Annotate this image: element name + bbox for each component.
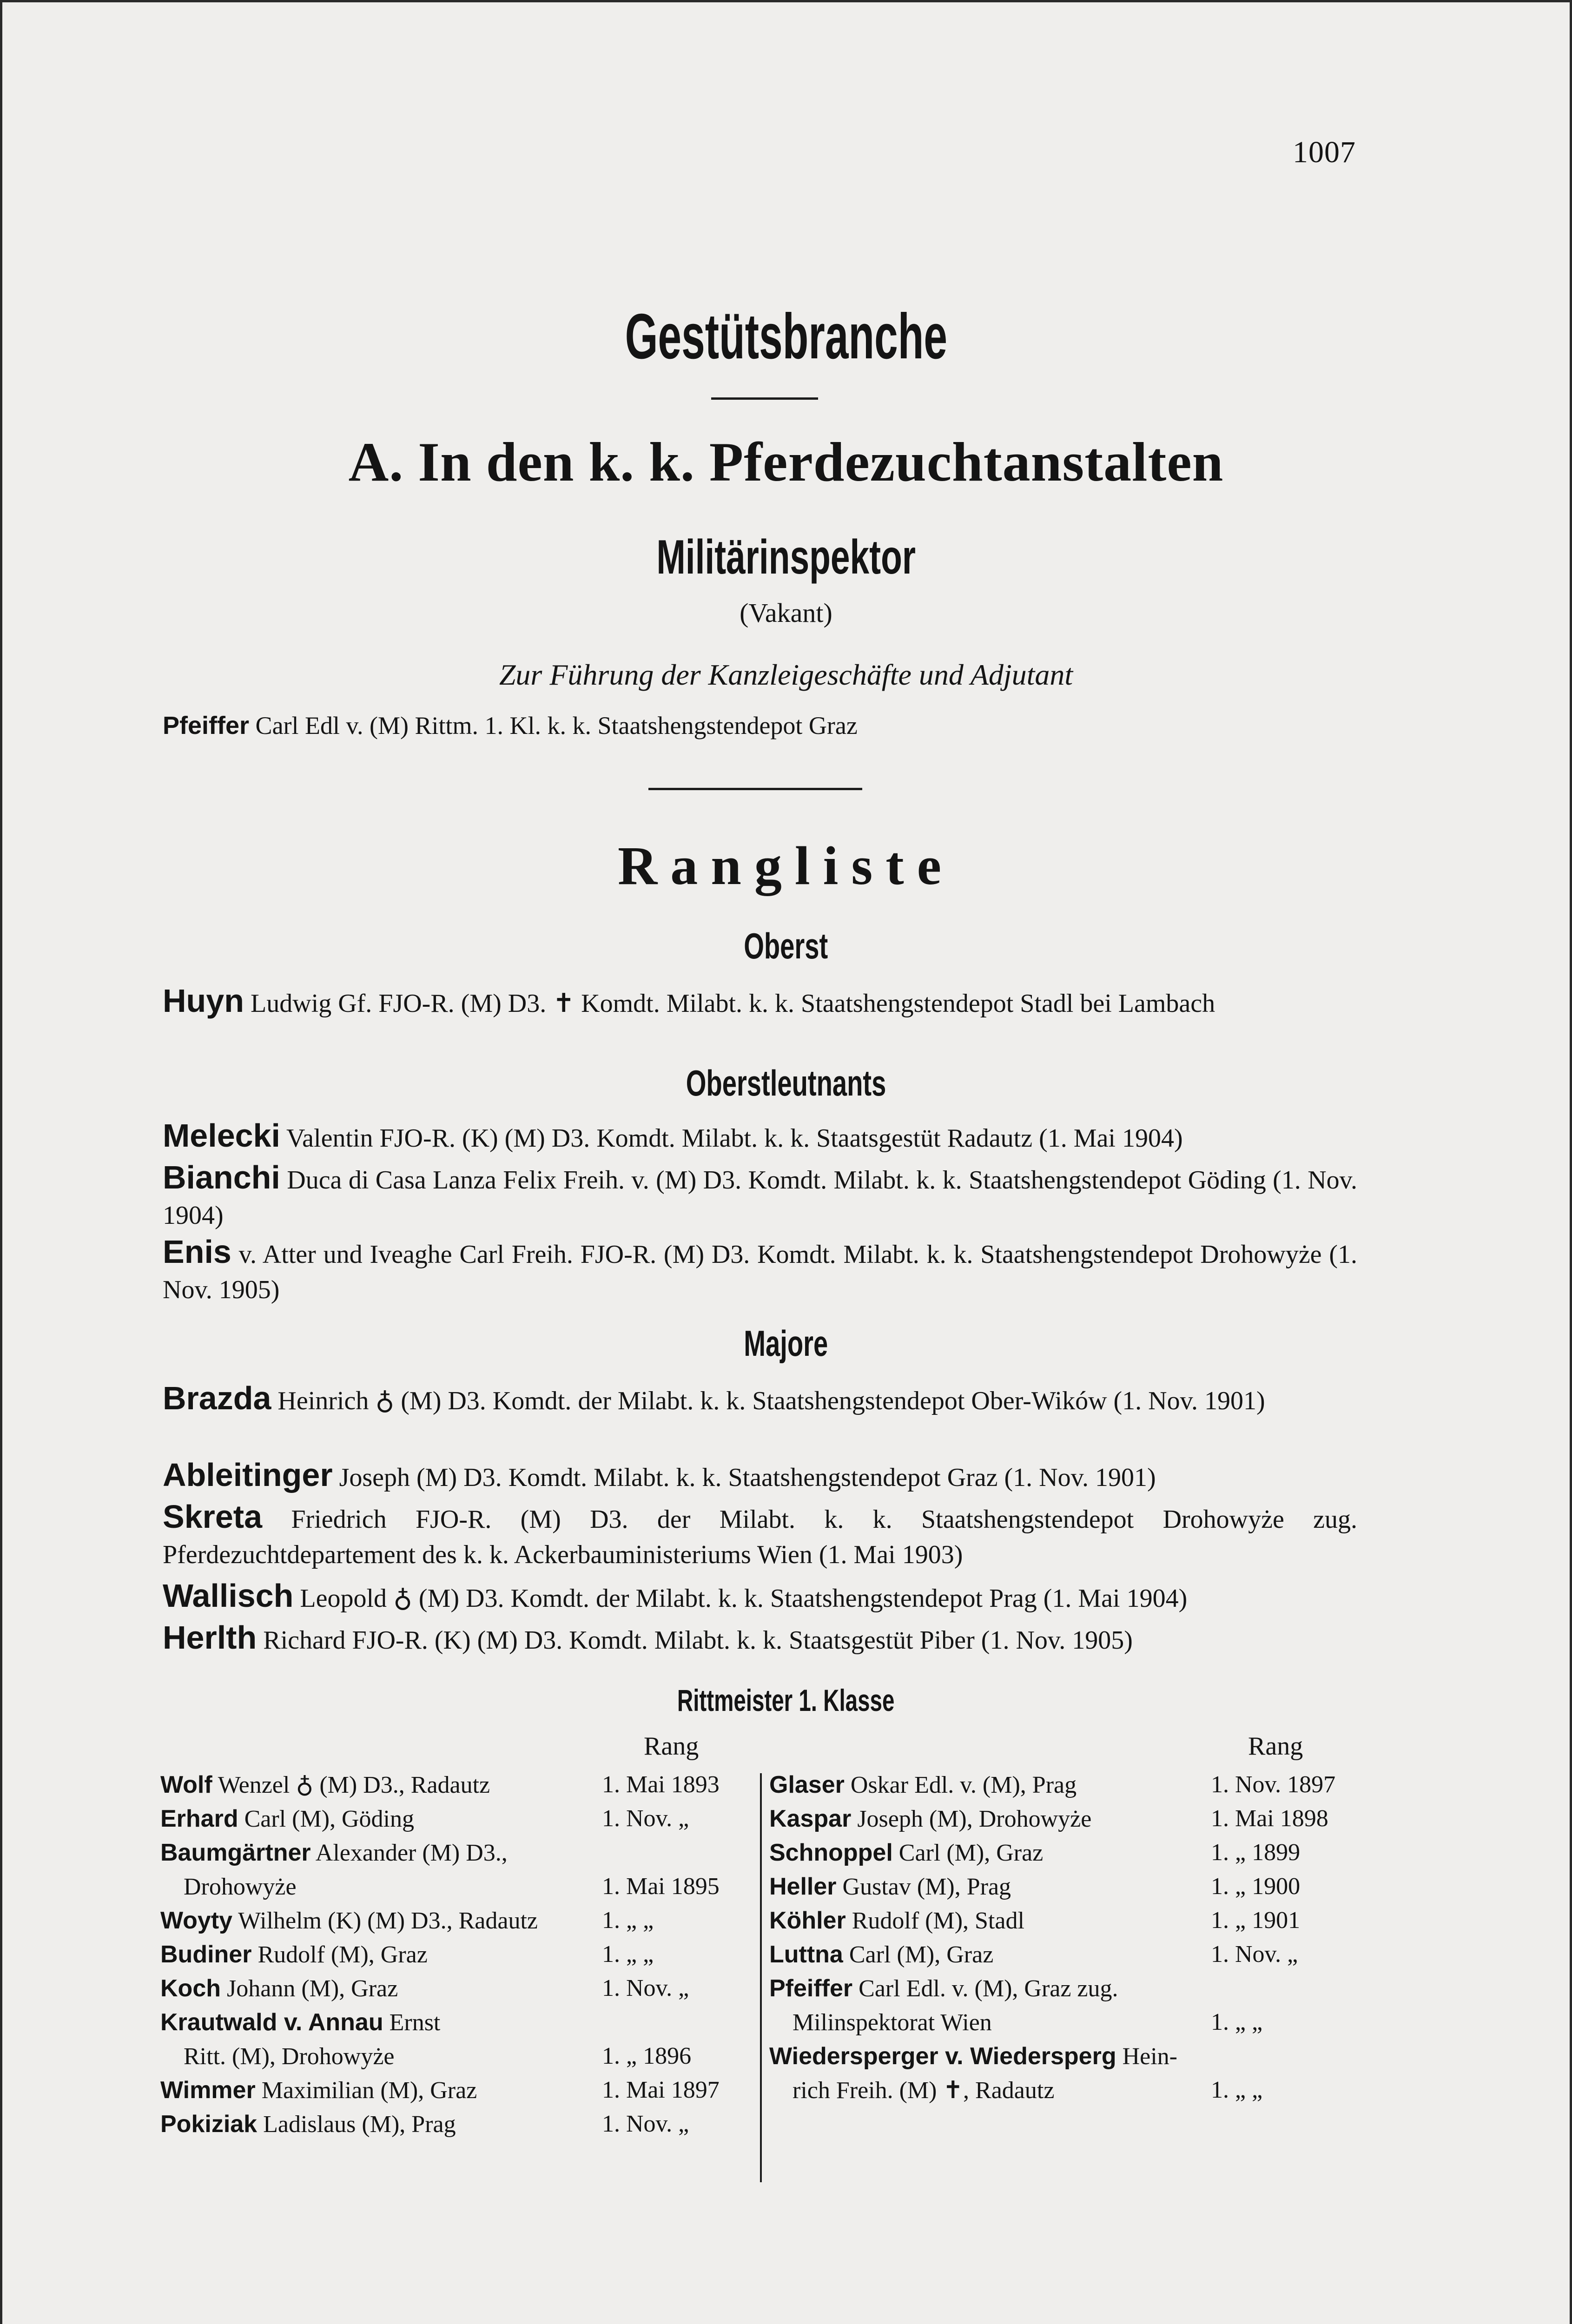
page-title-text: Gestütsbranche [625,301,947,372]
entry-name: Enis [163,1234,231,1270]
row-rang: 1. „ 1900 [1211,1873,1301,1900]
row-rang: 1. „ „ [1211,2077,1263,2103]
row-rang: 1. Nov. „ [602,1805,689,1832]
oberstleutnants-heading-text: Oberstleutnants [686,1063,886,1103]
row-details: Carl (M), Graz [898,1840,1044,1866]
row-name: Krautwald v. Annau [160,2009,383,2036]
section-a-heading: A. In den k. k. Pferdezuchtanstalten [348,431,1224,493]
row-details: Ritt. (M), Drohowyże [184,2043,395,2070]
table-row [160,2008,760,2042]
table-row [160,1941,760,1974]
table-row [769,2008,1355,2042]
rang-header-left: Rang [644,1732,699,1761]
table-row [160,1907,760,1940]
list-item [163,1620,1357,1658]
entry-name: Herlth [163,1619,257,1656]
militaerinspektor-heading-text: Militärinspektor [656,530,916,584]
table-row [769,1907,1355,1940]
table-row [769,2076,1355,2110]
row-rang: 1. „ 1901 [1211,1907,1301,1934]
row-details: Maximilian (M), Graz [261,2077,477,2104]
entry-name: Brazda [163,1380,271,1416]
list-item [163,1578,1357,1616]
majore-heading-text: Majore [744,1323,828,1364]
row-name: Wimmer [160,2077,256,2104]
row-details: Drohowyże [184,1874,297,1900]
table-row [769,1974,1355,2008]
row-details: Rudolf (M), Graz [258,1941,428,1968]
row-details: Carl Edl. v. (M), Graz zug. [859,1975,1118,2002]
row-rang: 1. Mai 1893 [602,1771,720,1798]
list-item [163,1380,1357,1419]
page-number: 1007 [1293,135,1356,169]
rittmeister-table [160,1731,1355,2196]
entry-details: Heinrich ♁ (M) D3. Komdt. der Milabt. k. k. Staatshengstendepot Ober-Wików (1. Nov. 1901) [277,1386,1265,1415]
table-row [769,1873,1355,1906]
list-item [163,1234,1357,1307]
row-name: Pokiziak [160,2111,258,2138]
table-row [160,1873,760,1906]
row-name: Koch [160,1975,221,2002]
section-divider [648,788,862,790]
militaerinspektor-status: (Vakant) [740,598,832,628]
adjutant-entry [163,711,1408,740]
table-row [769,1941,1355,1974]
row-rang: 1. Mai 1897 [602,2077,720,2103]
entry-details: Joseph (M) D3. Komdt. Milabt. k. k. Staatshengstendepot Graz (1. Nov. 1901) [339,1463,1156,1492]
row-name: Luttna [769,1941,843,1968]
row-rang: 1. „ „ [602,1941,654,1967]
table-row [160,1771,760,1804]
table-row [160,1974,760,2008]
adjutant-name: Pfeiffer [163,712,250,739]
table-row [769,1839,1355,1872]
militaerinspektor-heading [2,530,1570,585]
oberst-heading-text: Oberst [744,925,828,966]
table-row [160,2042,760,2076]
row-name: Budiner [160,1941,252,1968]
row-name: Erhard [160,1805,238,1832]
row-name: Wolf [160,1771,212,1798]
page-title [2,300,1570,374]
row-rang: 1. „ 1899 [1211,1839,1301,1866]
row-details: Ernst [389,2009,441,2036]
oberstleutnants-heading [2,1062,1570,1104]
list-item [163,983,1357,1021]
row-details: Ladislaus (M), Prag [263,2111,456,2138]
row-rang: 1. Nov. „ [1211,1941,1298,1967]
row-details: Johann (M), Graz [227,1975,398,2002]
adjutant-details: Carl Edl v. (M) Rittm. 1. Kl. k. k. Staatshengstendepot Graz [255,712,858,739]
entry-name: Skreta [163,1499,263,1535]
row-details: Oskar Edl. v. (M), Prag [850,1772,1077,1798]
rittmeister-heading-text: Rittmeister 1. Klasse [677,1683,895,1717]
rittmeister-heading [2,1683,1570,1719]
row-rang: 1. Nov. 1897 [1211,1771,1336,1798]
row-rang: 1. „ „ [1211,2009,1263,2035]
row-rang: 1. „ 1896 [602,2043,692,2069]
row-details: Gustav (M), Prag [842,1874,1011,1900]
row-rang: 1. „ „ [602,1907,654,1934]
row-details: rich Freih. (M) ✝, Radautz [793,2077,1055,2104]
row-rang: 1. Mai 1898 [1211,1805,1328,1832]
kanzlei-subheading: Zur Führung der Kanzleigeschäfte und Adjutant [499,658,1073,691]
row-details: Carl (M), Göding [244,1806,415,1832]
row-name: Köhler [769,1907,846,1934]
entry-details: Friedrich FJO-R. (M) D3. der Milabt. k. k. Staatshengstendepot Drohowyże zug. Pferdezuchtdepartement des k. k. Ackerbauministeriums Wien (1. Mai 1903) [163,1505,1357,1569]
title-divider [711,397,818,400]
row-name: Wiedersperger v. Wiedersperg [769,2043,1116,2070]
entry-details: Leopold ♁ (M) D3. Komdt. der Milabt. k. k. Staatshengstendepot Prag (1. Mai 1904) [300,1584,1188,1613]
entry-details: Duca di Casa Lanza Felix Freih. v. (M) D3. Komdt. Milabt. k. k. Staatshengstendepot Göding (1. Nov. 1904) [163,1166,1358,1230]
table-row [769,1805,1355,1838]
list-item [163,1118,1357,1156]
table-row [769,1771,1355,1804]
list-item [163,1457,1357,1495]
entry-details: Richard FJO-R. (K) (M) D3. Komdt. Milabt. k. k. Staatsgestüt Piber (1. Nov. 1905) [263,1626,1133,1655]
entry-details: Valentin FJO-R. (K) (M) D3. Komdt. Milabt. k. k. Staatsgestüt Radautz (1. Mai 1904) [286,1124,1183,1153]
row-name: Pfeiffer [769,1975,853,2002]
entry-name: Huyn [163,983,244,1019]
row-details: Milinspektorat Wien [793,2009,992,2036]
majore-heading [2,1322,1570,1365]
row-details: Joseph (M), Drohowyże [857,1806,1092,1832]
table-row [160,1805,760,1838]
oberst-heading [2,925,1570,967]
entry-name: Wallisch [163,1578,294,1614]
table-row [160,1839,760,1872]
row-rang: 1. Nov. „ [602,1975,689,2001]
row-details: Wilhelm (K) (M) D3., Radautz [238,1908,538,1934]
row-details: Wenzel ♁ (M) D3., Radautz [218,1772,490,1798]
table-row [160,2076,760,2110]
table-row [769,2042,1355,2076]
row-details: Rudolf (M), Stadl [852,1908,1024,1934]
row-name: Woyty [160,1907,233,1934]
row-name: Baumgärtner [160,1839,311,1866]
rangliste-title: Rangliste [618,835,954,896]
entry-name: Ableitinger [163,1457,333,1493]
table-row [160,2110,760,2144]
entry-name: Melecki [163,1117,280,1154]
entry-name: Bianchi [163,1159,280,1195]
row-rang: 1. Nov. „ [602,2111,689,2137]
list-item [163,1499,1357,1572]
entry-details: Ludwig Gf. FJO-R. (M) D3. ✝ Komdt. Milabt. k. k. Staatshengstendepot Stadl bei Lambach [251,989,1215,1018]
row-name: Glaser [769,1771,845,1798]
rang-header-right: Rang [1248,1732,1303,1761]
row-details: Alexander (M) D3., [315,1840,508,1866]
row-name: Kaspar [769,1805,852,1832]
row-details: Hein- [1122,2043,1177,2070]
entry-details: v. Atter und Iveaghe Carl Freih. FJO-R. (M) D3. Komdt. Milabt. k. k. Staatshengstendepot Drohowyże (1. Nov. 1905) [163,1240,1357,1304]
row-details: Carl (M), Graz [849,1941,994,1968]
row-rang: 1. Mai 1895 [602,1873,720,1900]
column-divider [760,1773,762,2182]
row-name: Schnoppel [769,1839,893,1866]
list-item [163,1160,1357,1233]
row-name: Heller [769,1873,837,1900]
